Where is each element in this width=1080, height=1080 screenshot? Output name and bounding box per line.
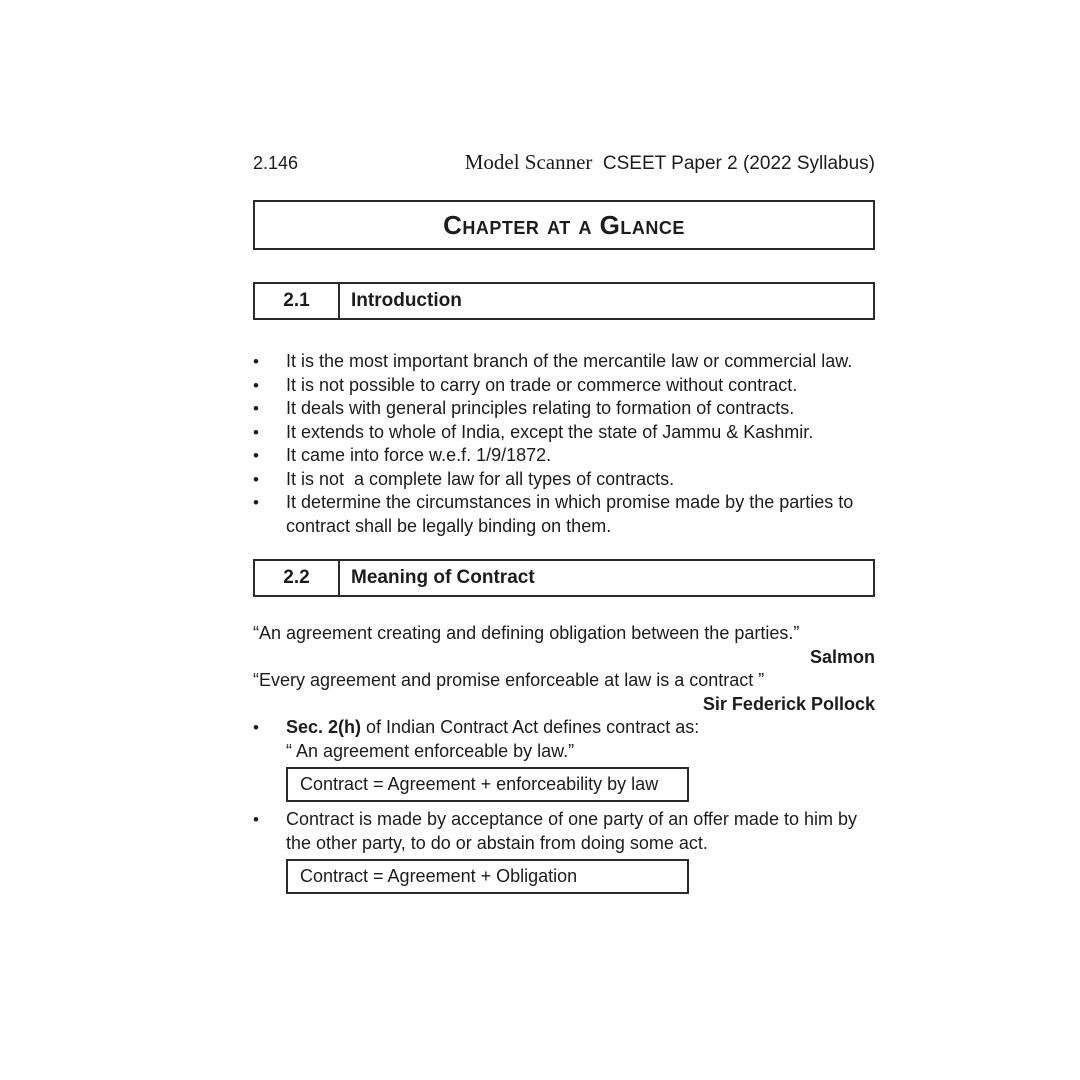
- page-number: 2.146: [253, 153, 299, 173]
- section-bar-2-1: [253, 282, 875, 320]
- page-header: [253, 150, 875, 175]
- definition-quote: “ An agreement enforceable by law.”: [286, 740, 575, 761]
- list-item-text: It extends to whole of India, except the state of Jammu & Kashmir.: [286, 421, 814, 442]
- bullet-icon: •: [253, 810, 259, 829]
- section-bar-2-2: [253, 559, 875, 597]
- quotation-author: Sir Federick Pollock: [702, 693, 875, 714]
- chapter-banner: [253, 200, 875, 250]
- formula-box-obligation: Contract = Agreement + Obligation: [286, 859, 689, 894]
- running-title-rest: CSEET Paper 2 (2022 Syllabus): [602, 153, 875, 174]
- list-item: [253, 397, 875, 421]
- list-item: [253, 421, 875, 445]
- quotation-author: Salmon: [809, 646, 875, 667]
- list-item: [253, 716, 875, 740]
- section-number: 2.1: [255, 284, 340, 318]
- section-number: 2.2: [255, 561, 340, 595]
- list-item: [253, 374, 875, 398]
- list-item-text: It is not a complete law for all types of contracts.: [286, 468, 675, 489]
- list-item-text: It is the most important branch of the mercantile law or commercial law.: [286, 351, 853, 371]
- list-item-text: It determine the circumstances in which promise made by the parties to contract shall be legally binding on them.: [286, 492, 859, 536]
- meaning-of-contract-block: [253, 622, 875, 894]
- section-title: Meaning of Contract: [351, 567, 535, 588]
- bullet-icon: •: [253, 718, 259, 737]
- list-item: [253, 350, 875, 374]
- bullet-icon: •: [253, 469, 259, 489]
- bullet-icon: •: [253, 399, 259, 418]
- bullet-icon: •: [253, 446, 259, 465]
- quotation: “An agreement creating and defining obligation between the parties.”: [253, 623, 800, 643]
- list-item-text: It is not possible to carry on trade or commerce without contract.: [286, 374, 798, 395]
- list-item: [253, 468, 875, 492]
- running-title: [465, 150, 875, 175]
- list-item-text: [286, 716, 875, 740]
- bullet-icon: •: [253, 422, 259, 442]
- section-reference: Sec. 2(h): [286, 717, 362, 737]
- section-title: Introduction: [351, 290, 462, 311]
- chapter-banner-title: Chapter at a Glance: [443, 209, 685, 240]
- running-title-book: Model Scanner: [464, 150, 593, 174]
- introduction-bullet-list: [253, 350, 875, 538]
- section-reference-rest: of Indian Contract Act defines contract as:: [361, 717, 700, 737]
- formula-box-enforceability: Contract = Agreement + enforceability by law: [286, 767, 689, 802]
- list-item-text: It came into force w.e.f. 1/9/1872.: [286, 445, 552, 465]
- bullet-icon: •: [253, 375, 259, 395]
- quotation: “Every agreement and promise enforceable at law is a contract ”: [253, 670, 765, 690]
- list-item-text: Contract is made by acceptance of one party of an offer made to him by the other party, to do or abstain from doing some act.: [286, 809, 862, 853]
- list-item: [253, 491, 875, 538]
- list-item: [253, 444, 875, 468]
- list-item: [253, 808, 875, 855]
- list-item-text: It deals with general principles relating to formation of contracts.: [286, 398, 795, 418]
- bullet-icon: •: [253, 493, 259, 512]
- bullet-icon: •: [253, 352, 259, 371]
